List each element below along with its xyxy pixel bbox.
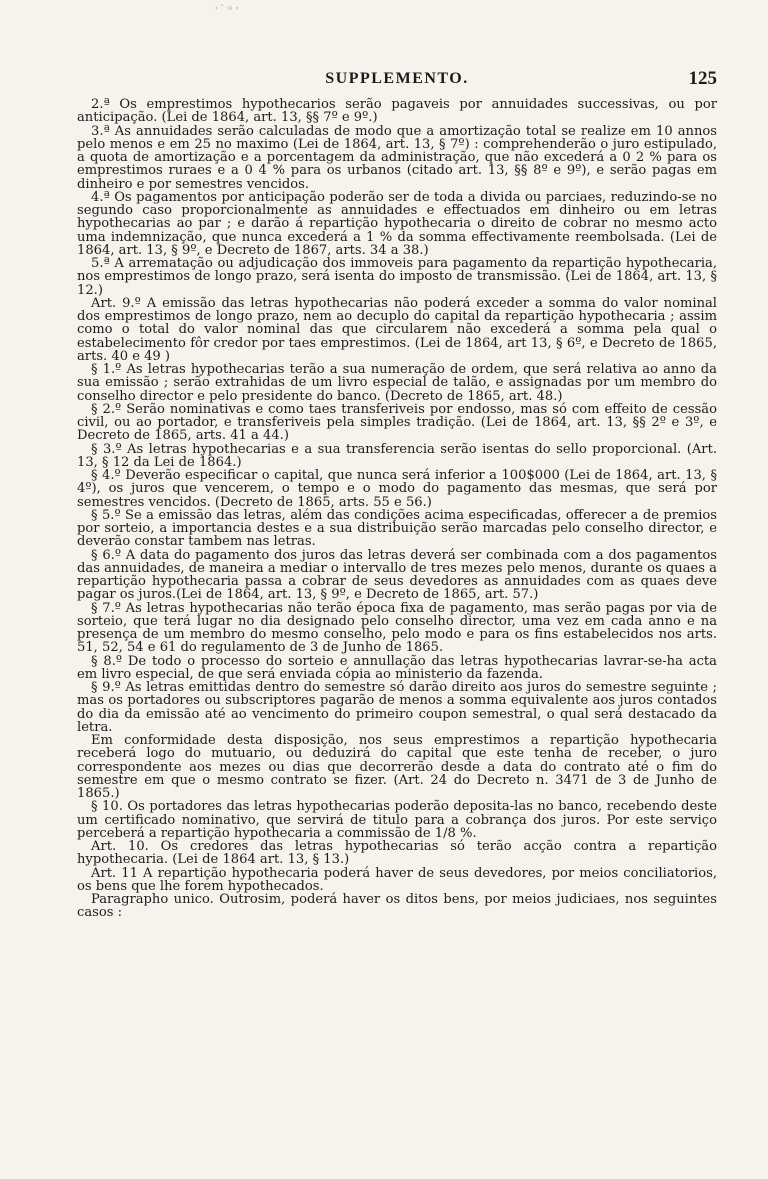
body-text	[77, 98, 717, 920]
paragraph: 2.ª Os emprestimos hypothecarios serão pagaveis por annuidades successivas, ou por anticipação. (Lei de 1864, art. 13, §§ 7º e 9º.)	[77, 97, 717, 126]
paragraph: § 3.º As letras hypothecarias e a sua transferencia serão isentas do sello proporcional. (Art. 13, § 12 da Lei de 1864.)	[77, 441, 717, 470]
paragraph: § 7.º As letras hypothecarias não terão época fixa de pagamento, mas serão pagas por via de sorteio, que terá lugar no dia designado pelo conselho director, uma vez em cada anno e na presença de um membro do mesmo conselho, pelo modo e para os fins estabelecidos nos arts. 51, 52, 54 e 61 do regulamento de 3 de Junho de 1865.	[77, 600, 717, 656]
paragraph: § 5.º Se a emissão das letras, além das condições acima especificadas, offerecer a de premios por sorteio, a importancia destes e a sua distribuição serão marcadas pelo conselho director, e deverão constar tambem nas letras.	[77, 507, 717, 550]
paragraph: § 10. Os portadores das letras hypothecarias poderão deposita-las no banco, recebendo deste um certificado nominativo, que servirá de titulo para a cobrança dos juros. Por este serviço perceberá a repartição hypothecaria a commissão de 1/8 %.	[77, 799, 717, 841]
paragraph: § 4.º Deverão especificar o capital, que nunca será inferior a 100$000 (Lei de 1864, art. 13, § 4º), os juros que vencerem, o tempo e o modo do pagamento das mesmas, que será por semestres vencidos. (Decreto de 1865, arts. 55 e 56.)	[77, 468, 717, 510]
paragraph: Em conformidade desta disposição, nos seus emprestimos a repartição hypothecaria receberá logo do mutuario, ou deduzirá do capital que este tenha de receber, o juro correspondente aos mezes ou dias que decorrerão desde a data do contrato até o fim do semestre em que o mesmo contrato se fizer. (Art. 24 do Decreto n. 3471 de 3 de Junho de 1865.)	[77, 733, 717, 801]
paragraph: 3.ª As annuidades serão calculadas de modo que a amortização total se realize em 10 annos pelo menos e em 25 no maximo (Lei de 1864, art. 13, § 7º) : comprehenderão o juro estipulado, a quota de amortização e a porcentagem da administração, que não excederá a 0 2 % para os emprestimos ruraes e a 0 4 % para os urbanos (citado art. 13, §§ 8º e 9º), e serão pagas em dinheiro e por semestres vencidos.	[77, 123, 717, 192]
paragraph: § 2.º Serão nominativas e como taes transferiveis por endosso, mas só com effeito de cessão civil, ou ao portador, e transferiveis pela simples tradição. (Lei de 1864, art. 13, §§ 2º e 3º, e Decreto de 1865, arts. 41 a 44.)	[77, 401, 717, 444]
paragraph: Paragrapho unico. Outrosim, poderá haver os ditos bens, por meios judiciaes, nos seguintes casos :	[77, 892, 717, 921]
paragraph: § 9.º As letras emittidas dentro do semestre só darão direito aos juros do semestre seguinte ; mas os portadores ou subscriptores pagarão de menos a somma equivalente aos juros contados do dia da emissão até ao vencimento do primeiro coupon semestral, o qual será destacado da letra.	[77, 680, 717, 735]
paragraph: § 1.º As letras hypothecarias terão a sua numeração de ordem, que será relativa ao anno da sua emissão ; serão extrahidas de um livro especial de talão, e assignadas por um membro do conselho director e pelo presidente do banco. (Decreto de 1865, art. 48.)	[77, 362, 717, 404]
paragraph: Art. 11 A repartição hypothecaria poderá haver de seus devedores, por meios conciliatorios, os bens que lhe forem hypothecados.	[77, 865, 717, 894]
paragraph: 4.ª Os pagamentos por anticipação poderão ser de toda a divida ou parciaes, reduzindo-se no segundo caso proporcionalmente as annuidades e effectuados em dinheiro ou em letras hypothecarias ao par ; e darão á repartição hypothecaria o direito de cobrar no mesmo acto uma indemnização, que nunca excederá a 1 % da somma effectivamente reembolsada. (Lei de 1864, art. 13, § 9º, e Decreto de 1867, arts. 34 a 38.)	[77, 189, 717, 258]
paragraph: Art. 10. Os credores das letras hypothecarias só terão acção contra a repartição hypothecaria. (Lei de 1864 art. 13, § 13.)	[77, 839, 717, 868]
paragraph: Art. 9.º A emissão das letras hypothecarias não poderá exceder a somma do valor nominal dos emprestimos de longo prazo, nem ao decuplo do capital da repartição hypothecaria ; assim como o total do valor nominal das que circularem não excederá a somma pela qual o estabelecimento fôr credor por taes emprestimos. (Lei de 1864, art 13, § 6º, e Decreto de 1865, arts. 40 e 49 )	[77, 295, 717, 364]
print-specks: · ˙ ⁘ ·	[215, 4, 239, 13]
page-header	[77, 70, 717, 92]
page-number: 125	[688, 68, 717, 89]
paragraph: 5.ª A arrematação ou adjudicação dos immoveis para pagamento da repartição hypothecaria, nos emprestimos de longo prazo, será isenta do imposto de transmissão. (Lei de 1864, art. 13, § 12.)	[77, 256, 717, 298]
paragraph: § 6.º A data do pagamento dos juros das letras deverá ser combinada com a dos pagamentos das annuidades, de maneira a mediar o intervallo de tres mezes pelo menos, durante os quaes a repartição hypothecaria passa a cobrar de seus devedores as annuidades com as quaes deve pagar os juros.(Lei de 1864, art. 13, § 9º, e Decreto de 1865, art. 57.)	[77, 547, 717, 603]
paragraph: § 8.º De todo o processo do sorteio e annullação das letras hypothecarias lavrar-se-ha acta em livro especial, de que será enviada cópia ao ministerio da fazenda.	[77, 653, 717, 682]
running-title: SUPPLEMENTO.	[325, 70, 469, 87]
